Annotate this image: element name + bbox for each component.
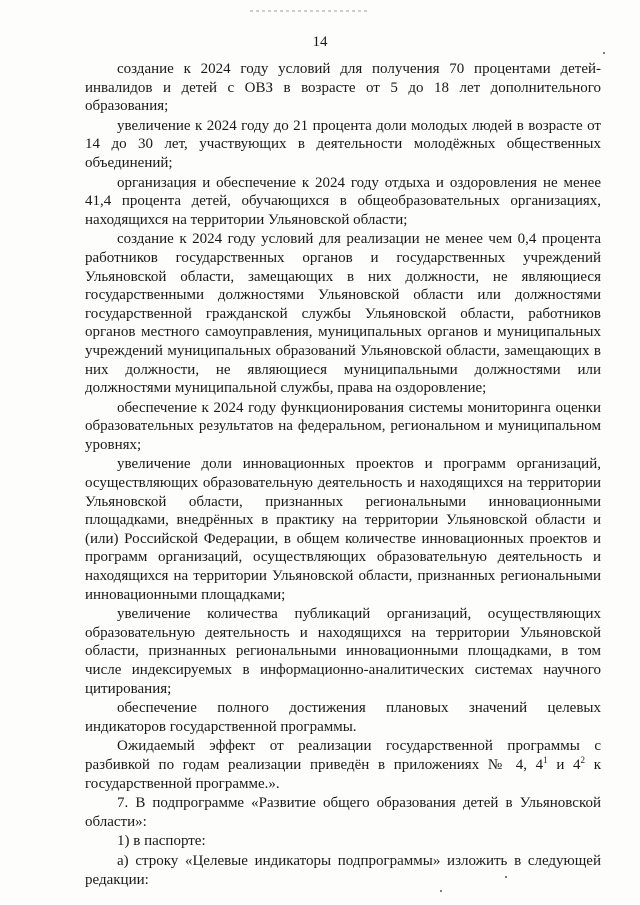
scan-speck — [603, 52, 605, 54]
item-7-1: 1) в паспорте: — [117, 833, 206, 850]
paragraph: создание к 2024 году условий для получения 70 процентами детей-инвалидов и детей с ОВЗ в возрасте от 5 до 18 лет дополнительного образования; — [85, 61, 601, 115]
paragraph: создание к 2024 году условий для реализации не менее чем 0,4 процента работников государственных органов и государственных учреждений Ульяновской области, замещающих в них должности, не являющиеся государственными должностями Ульяновской области или должностями государственной гражданской службы Ульяновской области, работников органов местного самоуправления, муниципальных органов и муниципальных учреждений муниципальных образований Ульяновской области, замещающих в них должности, не являющиеся муниципальными должностями или должностями муниципальной службы, права на оздоровление; — [85, 231, 601, 397]
item-7-1-a: а) строку «Целевые индикаторы подпрограммы» изложить в следующей редакции: — [85, 852, 601, 888]
effect-paragraph — [85, 737, 601, 793]
paragraph: увеличение доли инновационных проектов и программ организаций, осуществляющих образовательную деятельность и находящихся на территории Ульяновской области, признанных региональными инновационными площадками, внедрённых в практику на территории Ульяновской области и (или) Российской Федерации, в общем количестве инновационных проектов и программ организаций, осуществляющих образовательную деятельность и находящихся на территории Ульяновской области, признанных региональными инновационными площадками; — [85, 456, 601, 603]
paragraph: увеличение к 2024 году до 21 процента доли молодых людей в возрасте от 14 до 30 лет, участвующих в деятельности молодёжных общественных объединений; — [85, 117, 601, 171]
scan-speck — [440, 890, 442, 892]
item-7: 7. В подпрограмме «Развитие общего образования детей в Ульяновской области»: — [85, 795, 601, 830]
effect-text-mid: и 4 — [547, 756, 581, 773]
paragraph: обеспечение полного достижения плановых значений целевых индикаторов государственной программы. — [85, 700, 601, 735]
superscript: 2 — [580, 754, 586, 765]
superscript: 1 — [543, 754, 548, 765]
paragraph: организация и обеспечение к 2024 году отдыха и оздоровления не менее 41,4 процента детей, обучающихся в общеобразовательных организациях, находящихся на территории Ульяновской области; — [85, 174, 601, 228]
effect-text-end: к государственной программе.». — [85, 756, 601, 792]
page-number: 14 — [312, 34, 328, 50]
paragraph: увеличение количества публикаций организаций, осуществляющих образовательную деятельность и находящихся на территории Ульяновской области, признанных региональными инновационными площадками, в том числе индексируемых в информационно-аналитических системах научного цитирования; — [85, 606, 601, 697]
paragraph: обеспечение к 2024 году функционирования системы мониторинга оценки образовательных результатов на федеральном, региональном и муниципальном уровнях; — [85, 399, 601, 453]
scan-artifact — [250, 10, 370, 12]
scan-speck — [505, 876, 507, 878]
document-body — [85, 60, 601, 889]
effect-text: Ожидаемый эффект от реализации государственной программы с разбивкой по годам реализации приведён в приложениях № 4, 4 — [85, 738, 601, 773]
